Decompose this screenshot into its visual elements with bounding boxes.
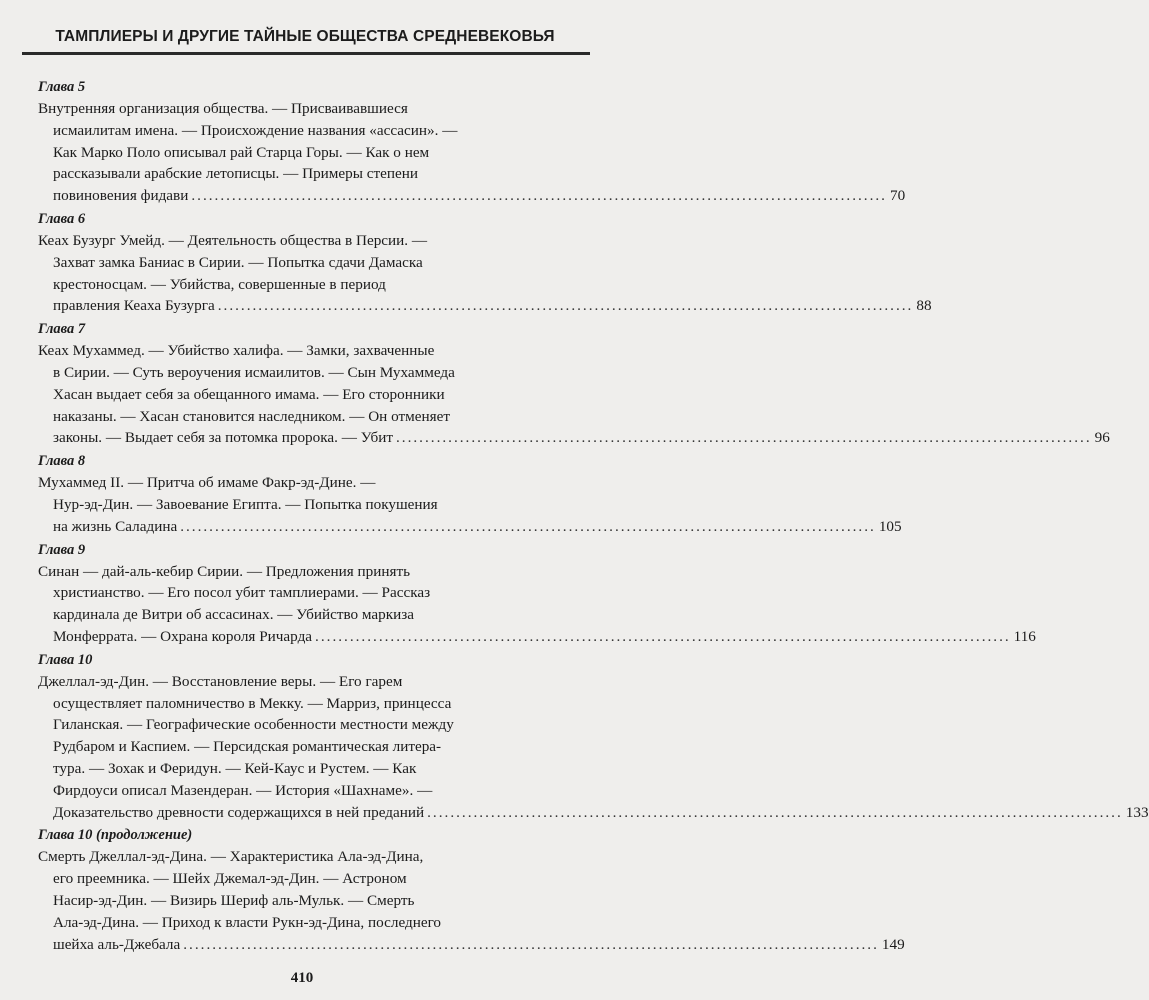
chapter-summary xyxy=(38,340,1110,449)
summary-line xyxy=(38,516,902,538)
summary-line: Гиланская. — Географические особенности местности между xyxy=(53,716,454,734)
summary-line: Ала-эд-Дина. — Приход к власти Рукн-эд-Дина, последнего xyxy=(53,913,442,931)
toc-entry xyxy=(38,208,932,317)
summary-line-text: шейха аль-Джебала xyxy=(53,935,181,953)
table-of-contents xyxy=(38,76,1149,956)
page-ref: 149 xyxy=(881,935,905,953)
summary-line: Синан — дай-аль-кебир Сирии. — Предложения принять xyxy=(38,562,411,580)
page-ref: 105 xyxy=(878,517,902,535)
chapter-summary xyxy=(38,98,906,207)
toc-entry xyxy=(38,318,1110,449)
toc-entry xyxy=(38,649,1149,824)
summary-line: Смерть Джеллал-эд-Дина. — Характеристика Ала-эд-Дина, xyxy=(38,848,424,866)
summary-line: крестоносцам. — Убийства, совершенные в период xyxy=(53,275,386,293)
chapter-title: Глава 9 xyxy=(38,541,86,558)
summary-line: кардинала де Витри об ассасинах. — Убийство маркиза xyxy=(53,606,414,624)
summary-line-text: на жизнь Саладина xyxy=(53,517,178,535)
summary-line xyxy=(38,934,905,956)
summary-line xyxy=(38,626,1036,648)
summary-line: Насир-эд-Дин. — Визирь Шериф аль-Мульк. — Смерть xyxy=(53,891,415,909)
summary-line xyxy=(38,427,1110,449)
summary-line xyxy=(38,295,932,317)
summary-line: Захват замка Баниас в Сирии. — Попытка сдачи Дамаска xyxy=(53,253,423,271)
page-ref: 116 xyxy=(1013,627,1036,645)
page-ref: 133 xyxy=(1125,803,1149,821)
summary-line: в Сирии. — Суть вероучения исмаилитов. — Сын Мухаммеда xyxy=(53,363,455,381)
chapter-summary xyxy=(38,230,932,317)
page-ref: 88 xyxy=(916,297,932,315)
summary-line: исмаилитам имена. — Происхождение названия «ассасин». — xyxy=(53,121,458,139)
chapter-title: Глава 10 (продолжение) xyxy=(38,827,193,844)
summary-line: Нур-эд-Дин. — Завоевание Египта. — Попытка покушения xyxy=(53,495,438,513)
chapter-title: Глава 5 xyxy=(38,79,86,95)
summary-line: Внутренняя организация общества. — Присваивавшиеся xyxy=(38,100,408,117)
chapter-summary xyxy=(38,561,1036,648)
summary-line-text: правления Кеаха Бузурга xyxy=(53,297,215,315)
summary-line: Рудбаром и Каспием. — Персидская романтическая литера- xyxy=(53,738,442,756)
toc-entry xyxy=(38,824,905,955)
dot-leader: ........................................................................................................................ xyxy=(315,627,1011,645)
dot-leader: ........................................................................................................................ xyxy=(183,935,879,953)
summary-line: Хасан выдает себя за обещанного имама. — Его сторонники xyxy=(53,385,445,403)
summary-line: тура. — Зохак и Феридун. — Кей-Каус и Рустем. — Как xyxy=(53,759,417,777)
summary-line: осуществляет паломничество в Мекку. — Марриз, принцесса xyxy=(53,694,452,712)
header-rule xyxy=(22,52,590,55)
chapter-title: Глава 6 xyxy=(38,210,86,227)
summary-line-text: Монферрата. — Охрана короля Ричарда xyxy=(53,627,313,645)
summary-line: Кеах Мухаммед. — Убийство халифа. — Замки, захваченные xyxy=(38,342,435,360)
toc-entry xyxy=(38,76,906,207)
summary-line: Мухаммед II. — Притча об имаме Факр-эд-Дине. — xyxy=(38,474,376,492)
summary-line: его преемника. — Шейх Джемал-эд-Дин. — Астроном xyxy=(53,870,407,888)
dot-leader: ........................................................................................................................ xyxy=(180,517,876,535)
chapter-title: Глава 8 xyxy=(38,453,86,470)
summary-line xyxy=(38,185,906,207)
page-ref: 96 xyxy=(1094,429,1110,447)
chapter-title: Глава 7 xyxy=(38,321,86,338)
summary-line: христианство. — Его посол убит тамплиерами. — Рассказ xyxy=(53,584,431,602)
toc-entry xyxy=(38,450,902,537)
dot-leader: ........................................................................................................................ xyxy=(427,803,1123,821)
summary-line-text: повиновения фидави xyxy=(53,187,189,205)
summary-line: Фирдоуси описал Мазендеран. — История «Шахнаме». — xyxy=(53,781,433,799)
toc-entry xyxy=(38,539,1036,648)
page-number: 410 xyxy=(290,970,314,986)
summary-line xyxy=(38,802,1149,824)
summary-line: рассказывали арабские летописцы. — Примеры степени xyxy=(53,165,418,183)
summary-line-text: Доказательство древности содержащихся в ней преданий xyxy=(53,803,425,821)
chapter-summary xyxy=(38,671,1149,824)
summary-line: наказаны. — Хасан становится наследником. — Он отменяет xyxy=(53,407,450,425)
chapter-title: Глава 10 xyxy=(38,651,93,668)
summary-line: Кеах Бузург Умейд. — Деятельность общества в Персии. — xyxy=(38,231,428,249)
summary-line-text: законы. — Выдает себя за потомка пророка. — Убит xyxy=(53,429,393,447)
summary-line: Джеллал-эд-Дин. — Восстановление веры. — Его гарем xyxy=(38,672,403,690)
summary-line: Как Марко Поло описывал рай Старца Горы. — Как о нем xyxy=(53,143,430,161)
chapter-summary xyxy=(38,472,902,537)
chapter-summary xyxy=(38,846,905,955)
dot-leader: ........................................................................................................................ xyxy=(217,297,914,315)
page-ref: 70 xyxy=(889,187,906,205)
dot-leader: ........................................................................................................................ xyxy=(191,187,887,205)
running-header: ТАМПЛИЕРЫ И ДРУГИЕ ТАЙНЫЕ ОБЩЕСТВА СРЕДНЕВЕКОВЬЯ xyxy=(55,28,555,45)
dot-leader: ........................................................................................................................ xyxy=(395,429,1092,447)
